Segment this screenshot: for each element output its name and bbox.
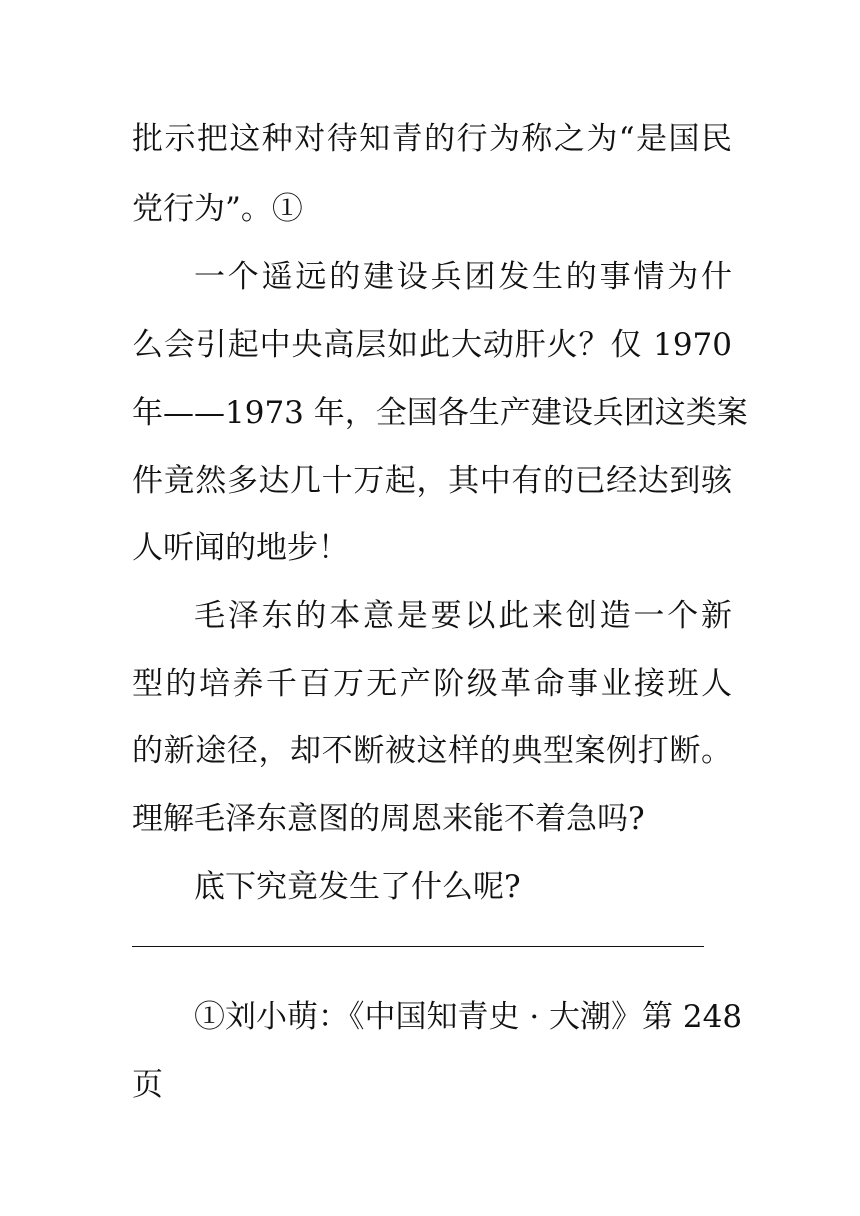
text-line: 件竟然多达几十万起，其中有的已经达到骇 [132, 463, 732, 499]
text-line: 么会引起中央高层如此大动肝火？仅 1970 [132, 327, 732, 363]
text-line: 型的培养千百万无产阶级革命事业接班人 [132, 666, 732, 702]
text-line: 党行为”。① [132, 191, 303, 227]
text-line: 理解毛泽东意图的周恩来能不着急吗? [132, 801, 645, 837]
paragraph-start-line: 一个遥远的建设兵团发生的事情为什 [194, 259, 732, 295]
paragraph-start-line: 底下究竟发生了什么呢? [194, 869, 521, 905]
footnote-divider [132, 946, 704, 947]
paragraph-start-line: 毛泽东的本意是要以此来创造一个新 [194, 598, 732, 634]
footnote-line: 页 [132, 1067, 163, 1103]
text-line: 人听闻的地步！ [132, 530, 349, 566]
text-line: 批示把这种对待知青的行为称之为“是国民 [132, 121, 732, 157]
text-line: 年——1973 年，全国各生产建设兵团这类案 [132, 395, 748, 431]
text-line: 的新途径，却不断被这样的典型案例打断。 [132, 733, 732, 769]
footnote-line: ①刘小萌：《中国知青史 · 大潮》第 248 [194, 999, 743, 1035]
